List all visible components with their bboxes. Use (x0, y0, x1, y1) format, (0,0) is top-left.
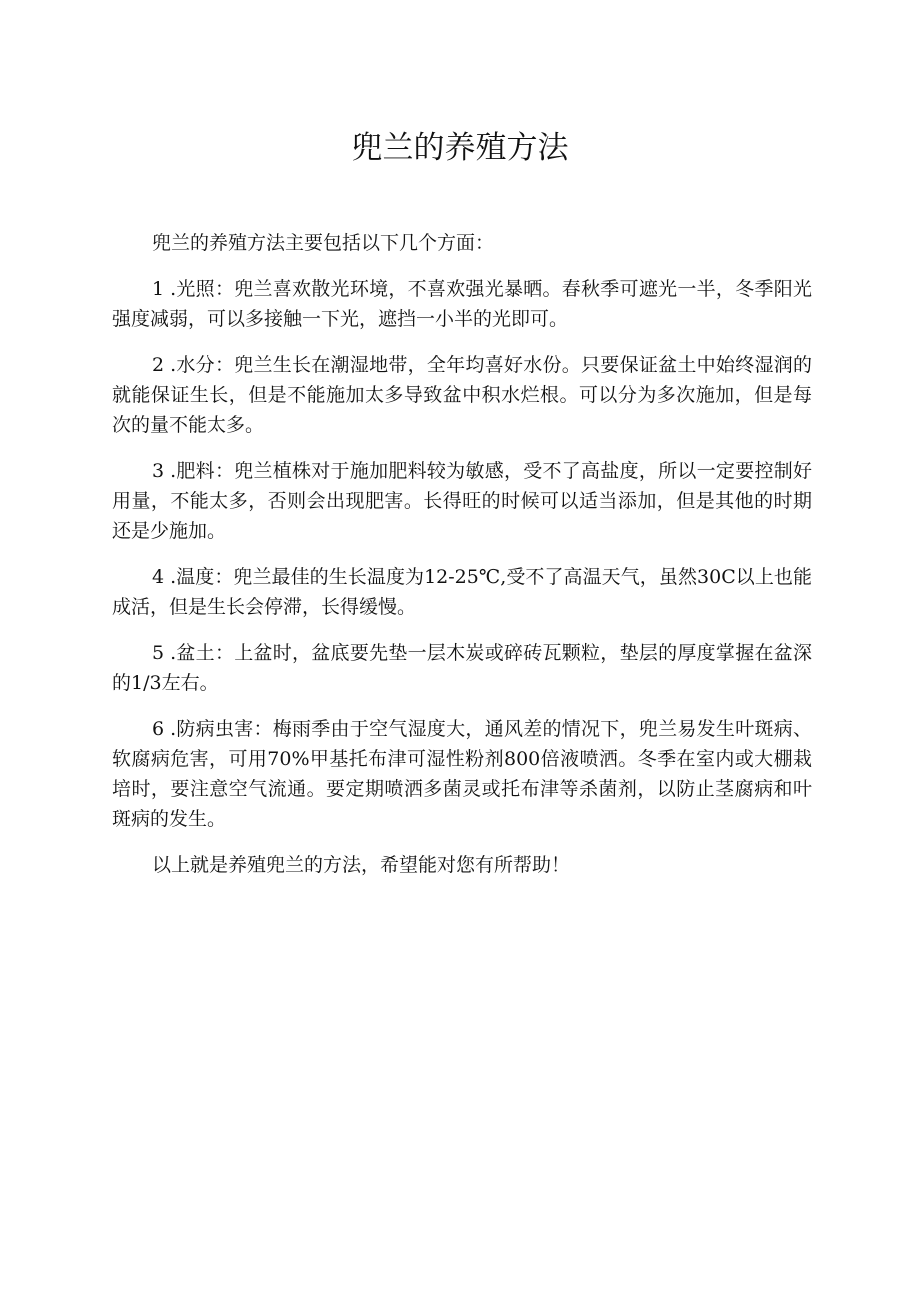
item-text: .防病虫害：梅雨季由于空气湿度大，通风差的情况下，兜兰易发生叶斑病、软腐病危害，可用70%甲基托布津可湿性粉剂800倍液喷洒。冬季在室内或大棚栽培时，要注意空气流通。要定期喷洒多菌灵或托布津等杀菌剂，以防止茎腐病和叶斑病的发生。 (112, 718, 812, 830)
item-text: .水分：兜兰生长在潮湿地带，全年均喜好水份。只要保证盆土中始终湿润的就能保证生长，但是不能施加太多导致盆中积水烂根。可以分为多次施加，但是每次的量不能太多。 (112, 354, 812, 436)
item-text: .光照：兜兰喜欢散光环境，不喜欢强光暴晒。春秋季可遮光一半，冬季阳光强度减弱，可以多接触一下光，遮挡一小半的光即可。 (112, 278, 812, 330)
item-text: .温度：兜兰最佳的生长温度为12-25℃,受不了高温天气，虽然30C以上也能成活，但是生长会停滞，长得缓慢。 (112, 566, 812, 618)
page-title: 兜兰的养殖方法 (351, 130, 569, 166)
item-number: 6 (152, 718, 165, 740)
item-number: 4 (152, 566, 165, 588)
intro-paragraph: 兜兰的养殖方法主要包括以下几个方面： (152, 232, 495, 254)
item-number: 2 (152, 354, 165, 376)
document-body (112, 228, 812, 896)
item-number: 3 (152, 460, 165, 482)
item-number: 5 (152, 642, 165, 664)
item-paragraph-temperature (112, 562, 812, 622)
item-text: .肥料：兜兰植株对于施加肥料较为敏感，受不了高盐度，所以一定要控制好用量，不能太多，否则会出现肥害。长得旺的时候可以适当添加，但是其他的时期还是少施加。 (112, 460, 812, 542)
item-paragraph-pest-control (112, 714, 812, 834)
closing-paragraph: 以上就是养殖兜兰的方法，希望能对您有所帮助！ (152, 854, 571, 876)
item-paragraph-water (112, 350, 812, 440)
item-paragraph-light (112, 274, 812, 334)
item-paragraph-soil (112, 638, 812, 698)
item-number: 1 (152, 278, 165, 300)
item-text: .盆土：上盆时，盆底要先垫一层木炭或碎砖瓦颗粒，垫层的厚度掌握在盆深的1/3左右。 (112, 642, 812, 694)
item-paragraph-fertilizer (112, 456, 812, 546)
